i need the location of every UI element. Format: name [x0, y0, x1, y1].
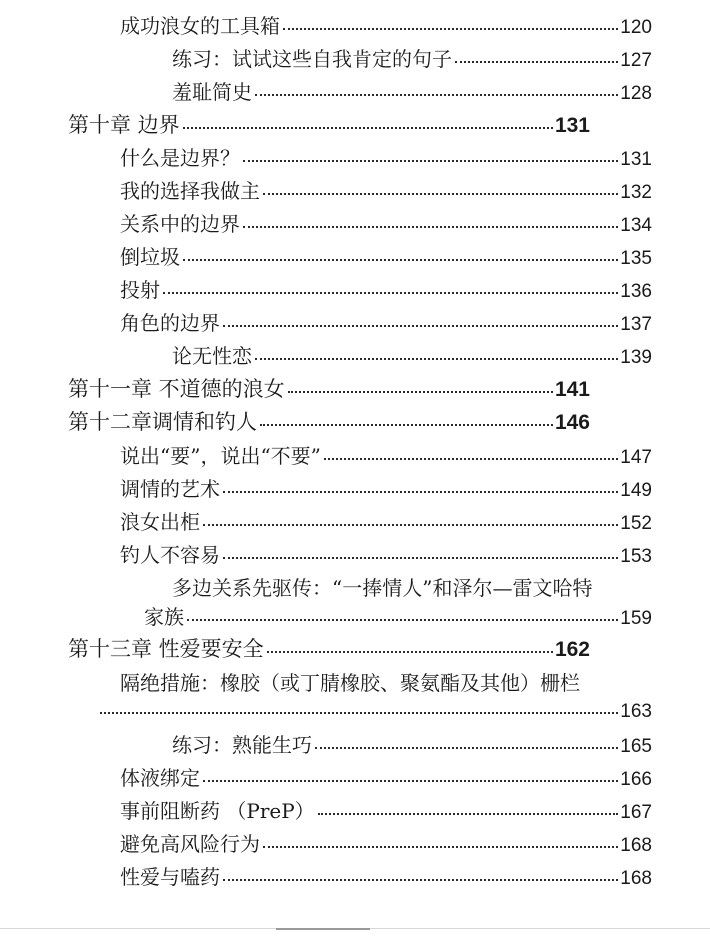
dot-leader [315, 747, 618, 749]
toc-entry-title: 羞耻简史 [172, 80, 252, 104]
dot-leader [267, 651, 553, 653]
dot-leader [324, 458, 618, 460]
dot-leader [283, 28, 618, 30]
dot-leader [163, 292, 618, 294]
toc-entry-title: 倒垃圾 [120, 245, 180, 269]
toc-entry[interactable] [172, 344, 652, 370]
dot-leader [243, 160, 618, 162]
toc-entry-title: 避免高风险行为 [120, 832, 260, 856]
toc-entry-title: 说出“要”，说出“不要” [120, 444, 321, 468]
toc-entry-title: 体液绑定 [120, 766, 200, 790]
toc-entry-title: 关系中的边界 [120, 212, 240, 236]
toc-entry-title: 论无性恋 [172, 344, 252, 368]
dot-leader [263, 193, 618, 195]
toc-entry[interactable] [120, 179, 652, 205]
toc-entry-page: 165 [620, 736, 652, 757]
toc-entry-page: 131 [620, 149, 652, 170]
toc-entry-title: 第十二章调情和钓人 [68, 410, 257, 434]
toc-entry-title: 第十章 边界 [68, 113, 180, 137]
toc-entry-page: 146 [554, 411, 590, 434]
toc-entry-title-line1[interactable]: 多边关系先驱传：“一捧情人”和泽尔—雷文哈特 [172, 576, 593, 600]
toc-entry[interactable] [120, 865, 652, 891]
dot-leader [255, 358, 618, 360]
dot-leader [260, 424, 553, 426]
toc-entry[interactable] [120, 477, 652, 503]
dot-leader [100, 712, 618, 714]
toc-entry-title: 调情的艺术 [120, 477, 220, 501]
toc-entry-title: 投射 [120, 278, 160, 302]
toc-entry-page: 136 [620, 281, 652, 302]
dot-leader [223, 491, 618, 493]
toc-entry-page: 135 [620, 248, 652, 269]
toc-entry-page: 168 [620, 868, 652, 889]
toc-entry-page: 168 [620, 835, 652, 856]
toc-entry-title-line1[interactable]: 隔绝措施：橡胶（或丁腈橡胶、聚氨酯及其他）栅栏 [120, 671, 580, 695]
toc-entry[interactable] [172, 47, 652, 73]
toc-entry[interactable] [120, 832, 652, 858]
dot-leader [288, 391, 553, 393]
toc-entry-continuation[interactable] [100, 700, 652, 724]
toc-entry-page: 159 [620, 608, 652, 629]
toc-entry-page: 162 [554, 638, 590, 661]
dot-leader [255, 94, 618, 96]
toc-entry-title: 练习：熟能生巧 [172, 733, 312, 757]
toc-entry[interactable] [120, 799, 652, 825]
toc-entry-title: 成功浪女的工具箱 [120, 14, 280, 38]
dot-leader [263, 846, 618, 848]
toc-entry-title: 角色的边界 [120, 311, 220, 335]
toc-entry-title: 第十三章 性爱要安全 [68, 637, 264, 661]
toc-entry[interactable] [120, 543, 652, 569]
toc-chapter-entry[interactable] [68, 637, 590, 662]
dot-leader [223, 879, 618, 881]
toc-entry-page: 137 [620, 314, 652, 335]
toc-entry[interactable] [120, 311, 652, 337]
toc-entry-title: 第十一章 不道德的浪女 [68, 377, 285, 401]
toc-entry-page: 149 [620, 480, 652, 501]
toc-entry-title: 性爱与嗑药 [120, 865, 220, 889]
dot-leader [187, 619, 618, 621]
toc-entry[interactable] [120, 510, 652, 536]
dot-leader [243, 226, 618, 228]
toc-entry[interactable] [120, 444, 652, 470]
dot-leader [183, 259, 618, 261]
toc-entry-title: 钓人不容易 [120, 543, 220, 567]
toc-entry[interactable] [120, 245, 652, 271]
toc-entry-page: 141 [554, 378, 590, 401]
dot-leader [203, 524, 618, 526]
dot-leader [183, 127, 553, 129]
toc-entry[interactable] [120, 278, 652, 304]
toc-entry-title: 我的选择我做主 [120, 179, 260, 203]
toc-entry-title: 练习：试试这些自我肯定的句子 [172, 47, 452, 71]
dot-leader [203, 780, 618, 782]
toc-entry-page: 163 [620, 701, 652, 722]
toc-entry-page: 127 [620, 50, 652, 71]
toc-entry-continuation[interactable] [144, 605, 652, 631]
dot-leader [223, 325, 618, 327]
toc-entry-page: 132 [620, 182, 652, 203]
dot-leader [318, 813, 619, 815]
toc-entry-page: 134 [620, 215, 652, 236]
dot-leader [223, 557, 618, 559]
dot-leader [455, 61, 618, 63]
toc-entry[interactable] [172, 80, 652, 106]
toc-entry-page: 128 [620, 83, 652, 104]
toc-entry-title: 浪女出柜 [120, 510, 200, 534]
toc-entry-title-line2: 家族 [144, 605, 184, 629]
toc-entry-page: 139 [620, 347, 652, 368]
toc-entry-page: 153 [620, 546, 652, 567]
toc-entry[interactable] [172, 733, 652, 759]
toc-entry-page: 120 [620, 17, 652, 38]
toc-entry[interactable] [120, 766, 652, 792]
toc-entry-page: 152 [620, 513, 652, 534]
toc-chapter-entry[interactable] [68, 113, 590, 138]
toc-entry-title: 事前阻断药 （PreP） [120, 799, 315, 823]
toc-entry-page: 147 [620, 447, 652, 468]
toc-entry-page: 166 [620, 769, 652, 790]
toc-entry[interactable] [120, 146, 652, 172]
toc-entry[interactable] [120, 14, 652, 40]
toc-chapter-entry[interactable] [68, 377, 590, 402]
toc-entry[interactable] [120, 212, 652, 238]
page-scroll-indicator [276, 928, 370, 934]
toc-entry-page: 167 [620, 802, 652, 823]
toc-entry-title: 什么是边界？ [120, 146, 240, 170]
toc-chapter-entry[interactable] [68, 410, 590, 435]
toc-entry-page: 131 [554, 114, 590, 137]
